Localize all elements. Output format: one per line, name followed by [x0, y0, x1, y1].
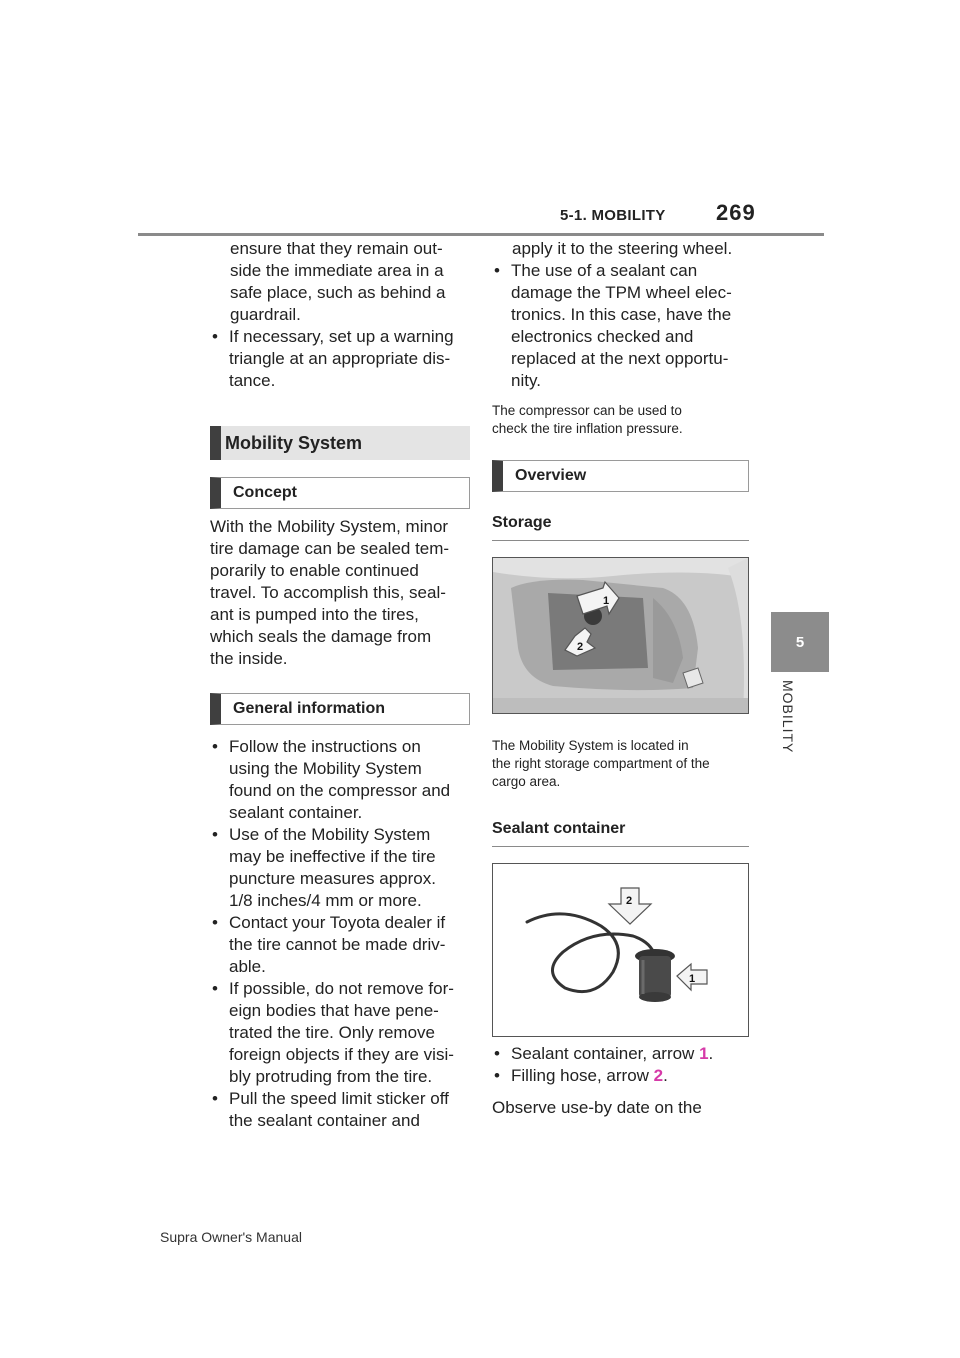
compressor-note [492, 402, 752, 438]
part-text: Sealant container, arrow [511, 1044, 700, 1063]
bullet-dot-icon: • [212, 327, 218, 346]
text-line: tance. [229, 371, 276, 390]
sealant-arrow-1-label: 1 [689, 973, 696, 985]
header-rule [138, 233, 824, 236]
text-line: nity. [511, 371, 541, 390]
chapter-number: 5 [795, 633, 805, 651]
bullet-dot-icon: • [212, 1089, 218, 1108]
text-line: the tire cannot be made driv- [229, 935, 446, 954]
text-line: tire damage can be sealed tem- [210, 539, 450, 558]
bullet-item [492, 260, 752, 392]
chapter-tab [771, 612, 829, 672]
heading-mobility-system [210, 426, 470, 460]
parts-bullets [492, 1043, 752, 1087]
text-line: the right storage compartment of the [492, 756, 710, 771]
heading-overview [492, 460, 749, 492]
intro-bullets [210, 326, 470, 392]
text-line: puncture measures approx. [229, 869, 436, 888]
closing-text: Observe use-by date on the [492, 1098, 702, 1117]
text-line: the sealant container and [229, 1111, 420, 1130]
text-line: foreign objects if they are visi- [229, 1045, 454, 1064]
bullet-item [210, 736, 470, 824]
text-line: The Mobility System is located in [492, 738, 689, 753]
part-arrow-number: 1 [699, 1044, 709, 1063]
bullet-dot-icon: • [494, 1066, 500, 1085]
heading-text: Sealant container [492, 820, 626, 837]
intro-continuation [210, 238, 470, 326]
text-line: trated the tire. Only remove [229, 1023, 435, 1042]
part-arrow-number: 2 [653, 1066, 664, 1085]
text-line: the inside. [210, 649, 288, 668]
storage-arrow-2-label: 2 [577, 641, 584, 653]
text-line: replaced at the next opportu- [511, 349, 729, 368]
text-line: With the Mobility System, minor [210, 517, 449, 536]
text-line: Contact your Toyota dealer if [229, 913, 446, 932]
part-end: . [663, 1066, 668, 1085]
sealant-container-illustration [493, 864, 748, 1036]
heading-general-information [210, 693, 470, 725]
text-line: damage the TPM wheel elec- [511, 283, 732, 302]
text-line: apply it to the steering wheel. [512, 239, 733, 258]
storage-caption [492, 737, 752, 791]
concept-paragraph [210, 516, 470, 670]
text-line: which seals the damage from [210, 627, 432, 646]
text-line: The compressor can be used to [492, 403, 682, 418]
heading-storage [492, 514, 749, 541]
text-line: If necessary, set up a warning [229, 327, 454, 346]
chapter-label: MOBILITY [780, 680, 796, 754]
heading-text: Storage [492, 514, 552, 531]
bullet-item [210, 824, 470, 912]
right-column [492, 238, 752, 1119]
bullet-item [210, 912, 470, 978]
left-column [210, 238, 470, 1132]
text-line: triangle at an appropriate dis- [229, 349, 451, 368]
text-line: Follow the instructions on [229, 737, 421, 756]
text-line: If possible, do not remove for- [229, 979, 454, 998]
text-line: may be ineffective if the tire [229, 847, 436, 866]
bullet-item [210, 326, 470, 392]
right-continuation [492, 238, 752, 260]
sealant-figure [492, 863, 749, 1037]
storage-arrow-1-label: 1 [603, 595, 610, 607]
text-line: side the immediate area in a [230, 261, 444, 280]
text-line: ant is pumped into the tires, [210, 605, 419, 624]
bullet-dot-icon: • [212, 737, 218, 756]
text-line: porarily to enable continued [210, 561, 419, 580]
bullet-item [492, 1065, 752, 1087]
bullet-item [210, 978, 470, 1088]
heading-text: General information [233, 700, 386, 717]
tpm-bullets [492, 260, 752, 392]
bullet-dot-icon: • [494, 1044, 500, 1063]
heading-text: Concept [233, 484, 297, 501]
text-line: safe place, such as behind a [230, 283, 446, 302]
text-line: using the Mobility System [229, 759, 422, 778]
page-number: 269 [716, 200, 756, 225]
part-end: . [708, 1044, 714, 1063]
text-line: able. [229, 957, 266, 976]
text-line: sealant container. [229, 803, 363, 822]
text-line: electronics checked and [511, 327, 694, 346]
heading-text: Mobility System [225, 432, 363, 453]
bullet-item [210, 1088, 470, 1132]
text-line: 1/8 inches/4 mm or more. [229, 891, 422, 910]
text-line: bly protruding from the tire. [229, 1067, 433, 1086]
bullet-dot-icon: • [212, 979, 218, 998]
text-line: ensure that they remain out- [230, 239, 443, 258]
text-line: eign bodies that have pene- [229, 1001, 439, 1020]
text-line: check the tire inflation pressure. [492, 421, 683, 436]
text-line: Use of the Mobility System [229, 825, 431, 844]
heading-sealant-container [492, 820, 749, 847]
text-line: The use of a sealant can [511, 261, 698, 280]
text-line: tronics. In this case, have the [511, 305, 732, 324]
bullet-dot-icon: • [494, 261, 500, 280]
bullet-item [492, 1043, 752, 1065]
text-line: Pull the speed limit sticker off [229, 1089, 449, 1108]
section-title: 5-1. MOBILITY [560, 207, 666, 224]
part-text: Filling hose, arrow [511, 1066, 654, 1085]
sealant-arrow-2-label: 2 [626, 895, 633, 907]
bullet-dot-icon: • [212, 913, 218, 932]
storage-compartment-illustration [493, 558, 748, 713]
text-line: travel. To accomplish this, seal- [210, 583, 446, 602]
text-line: found on the compressor and [229, 781, 451, 800]
text-line: guardrail. [230, 305, 301, 324]
storage-figure [492, 557, 749, 714]
bullet-dot-icon: • [212, 825, 218, 844]
manual-title: Supra Owner's Manual [160, 1229, 302, 1245]
heading-concept [210, 477, 470, 509]
heading-text: Overview [515, 467, 587, 484]
text-line: cargo area. [492, 774, 561, 789]
general-bullets [210, 736, 470, 1132]
